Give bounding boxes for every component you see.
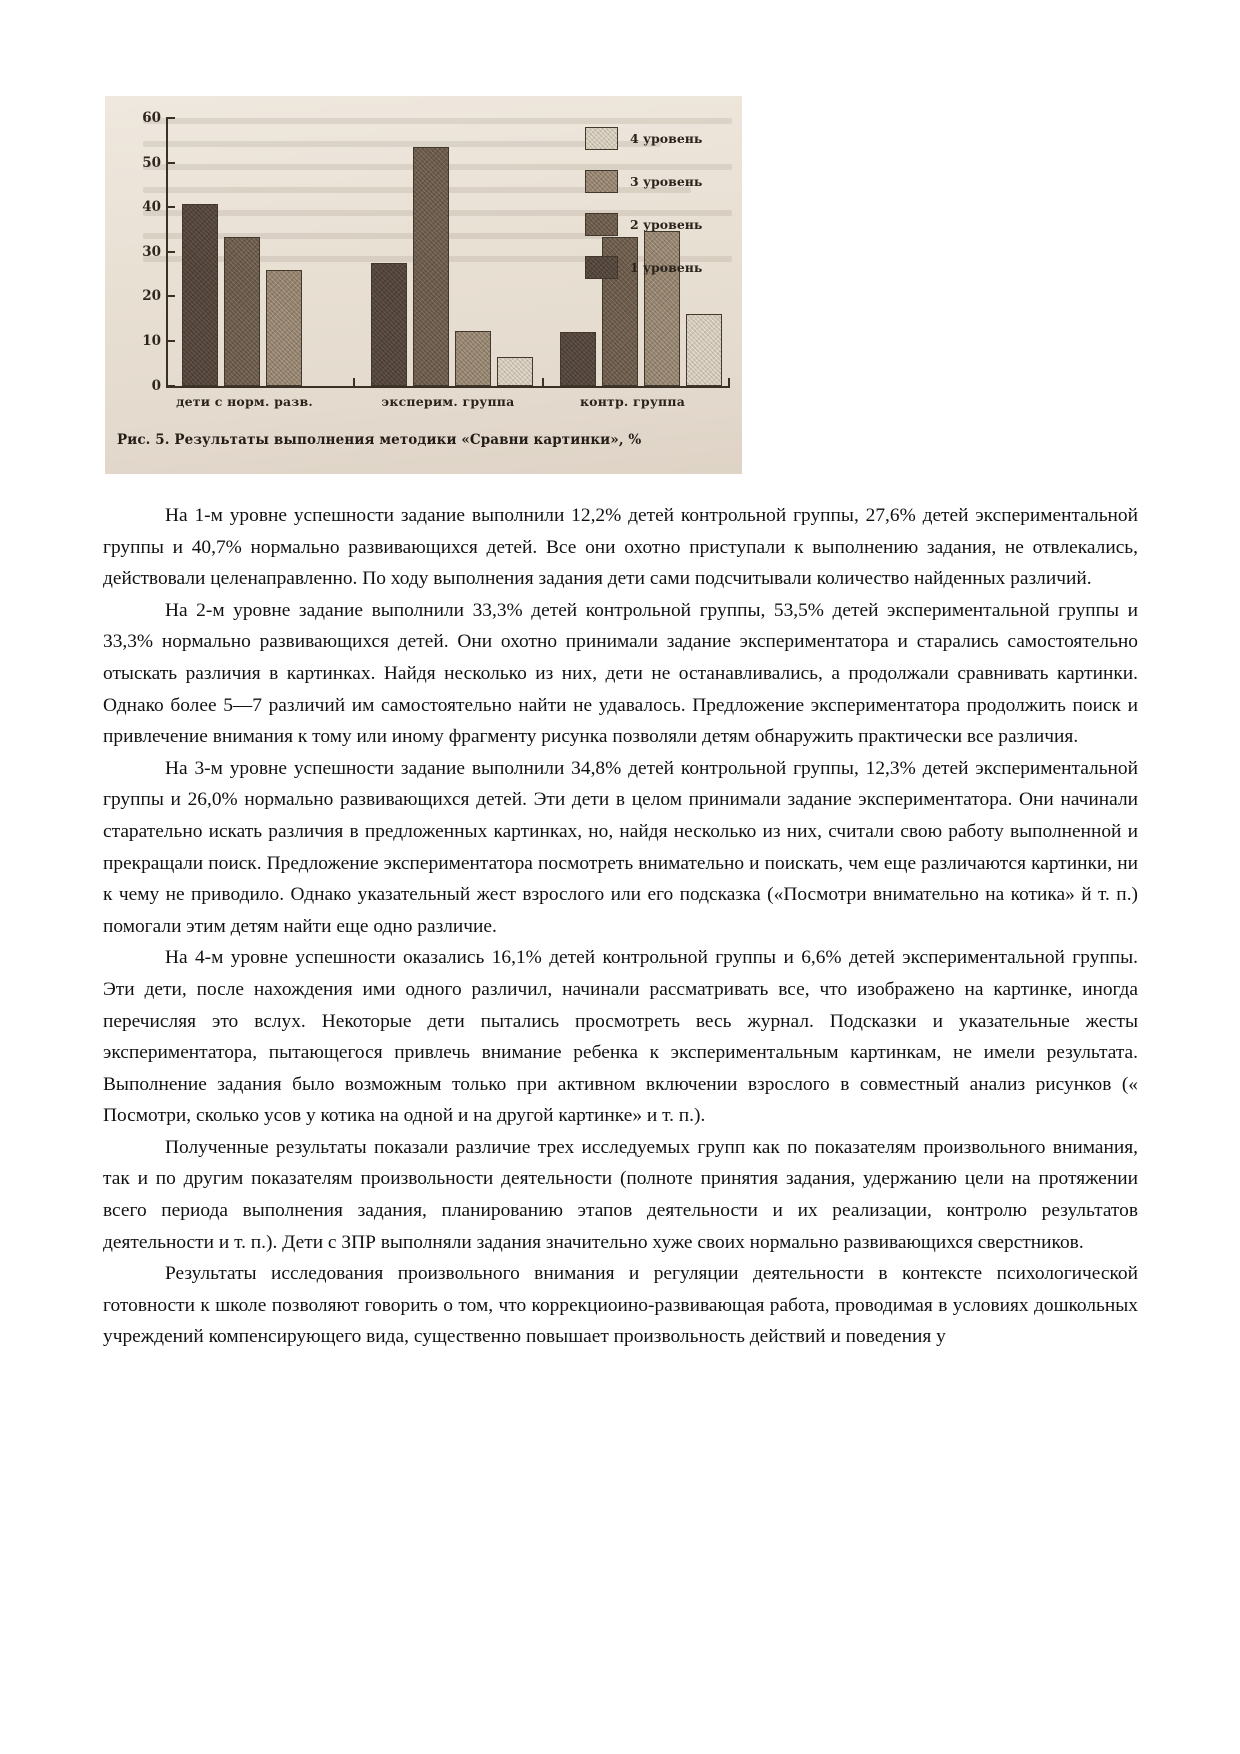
y-tick-label-20: 20 (142, 288, 161, 304)
legend-label-level-2: 2 уровень (630, 216, 703, 232)
legend-item-level-2 (585, 206, 740, 242)
legend-label-level-4: 4 уровень (630, 130, 703, 146)
level-4-swatch-icon (585, 127, 618, 150)
paragraph-level-4: На 4-м уровне успешности оказались 16,1% детей контрольной группы и 6,6% детей экспериментальной группы. Эти дети, после нахождения ими одного различил, начинали рассматривать все, что изображено на картинке, иногда перечисляя это вслух. Некоторые дети пытались просмотреть весь журнал. Подсказки и указательные жесты экспериментатора, пытающегося привлечь внимание ребенка к экспериментальным картинкам, не имели результата. Выполнение задания было возможным только при активном включении взрослого в совместный анализ рисунков (« Посмотри, сколько усов у котика на одной и на другой картинке» и т. п.). (103, 947, 1138, 1127)
legend-item-level-4 (585, 120, 740, 156)
bar-norm-level-1 (182, 204, 218, 386)
y-tick-label-60: 60 (142, 110, 161, 126)
y-tick-label-30: 30 (142, 244, 161, 260)
level-1-swatch-icon (585, 256, 618, 279)
bar-ctrl-level-1 (560, 332, 596, 386)
paragraph-level-1: На 1-м уровне успешности задание выполнили 12,2% детей контрольной группы, 27,6% детей экспериментальной группы и 40,7% нормально развивающихся детей. Все они охотно приступали к выполнению задания, не отвлекались, действовали целенаправленно. По ходу выполнения задания дети сами подсчитывали количество найденных различий. (103, 505, 1138, 590)
x-category-label-ctrl: контр. группа (579, 394, 686, 409)
legend-item-level-1 (585, 249, 740, 285)
x-axis-right-cap (728, 378, 730, 387)
bar-exp-level-2 (413, 147, 449, 386)
bar-exp-level-1 (371, 263, 407, 386)
paragraph-level-3: На 3-м уровне успешности задание выполнили 34,8% детей контрольной группы, 12,3% детей экспериментальной группы и 26,0% нормально развивающихся детей. Эти дети в целом принимали задание экспериментатора. Они начинали старательно искать различия в предложенных картинках, но, найдя несколько из них, считали свою работу выполненной и прекращали поиск. Предложение экспериментатора посмотреть внимательно и поискать, чем еще различаются картинки, ни к чему не приводило. Однако указательный жест взрослого или его подсказка («Посмотри внимательно на котика» й т. п.) помогали этим детям найти еще одно различие. (103, 757, 1138, 937)
level-2-swatch-icon (585, 213, 618, 236)
chart-legend (585, 120, 740, 292)
x-axis-line (166, 386, 730, 388)
paragraph-conclusion: Результаты исследования произвольного внимания и регуляции деятельности в контексте психологической готовности к школе позволяют говорить о том, что коррекциоино-развивающая работа, проводимая в условиях дошкольных учреждений компенсирующего вида, существенно повышает произвольность действий и поведения у (103, 1263, 1138, 1348)
y-tick-label-0: 0 (151, 378, 161, 394)
y-tick-label-10: 10 (142, 333, 161, 349)
bar-norm-level-3 (266, 270, 302, 386)
legend-label-level-3: 3 уровень (630, 173, 703, 189)
bar-exp-level-4 (497, 357, 533, 386)
bar-ctrl-level-4 (686, 314, 722, 386)
legend-item-level-3 (585, 163, 740, 199)
paragraph-level-2: На 2-м уровне задание выполнили 33,3% детей контрольной группы, 53,5% детей экспериментальной группы и 33,3% нормально развивающихся детей. Они охотно принимали задание экспериментатора и старались самостоятельно отыскать различия в картинках. Найдя несколько из них, дети не останавливались, а продолжали сравнивать картинки. Однако более 5—7 различий им самостоятельно найти не удавалось. Предложение экспериментатора продолжить поиск и привлечение внимания к тому или иному фрагменту рисунка позволяли детям обнаружить практически все различия. (103, 599, 1138, 748)
y-tick-label-50: 50 (142, 155, 161, 171)
figure-caption: Рис. 5. Результаты выполнения методики «Сравни картинки», % (117, 432, 642, 448)
x-category-label-exp: эксперим. группа (381, 394, 515, 409)
paragraph-results-summary: Полученные результаты показали различие трех исследуемых групп как по показателям произвольного внимания, так и по другим показателям произвольности деятельности (полноте принятия задания, удержанию цели на протяжении всего периода выполнения задания, планированию этапов деятельности и их реализации, контролю результатов деятельности и т. п.). Дети с ЗПР выполняли задания значительно хуже своих нормально развивающихся сверстников. (103, 1136, 1138, 1253)
x-category-label-norm: дети с норм. разв. (176, 394, 313, 409)
document-body (103, 500, 1138, 1353)
bar-norm-level-2 (224, 237, 260, 386)
figure-scan-block (105, 96, 742, 474)
legend-label-level-1: 1 уровень (630, 259, 703, 275)
y-tick-label-40: 40 (142, 199, 161, 215)
bar-chart (105, 96, 742, 474)
bar-exp-level-3 (455, 331, 491, 386)
level-3-swatch-icon (585, 170, 618, 193)
